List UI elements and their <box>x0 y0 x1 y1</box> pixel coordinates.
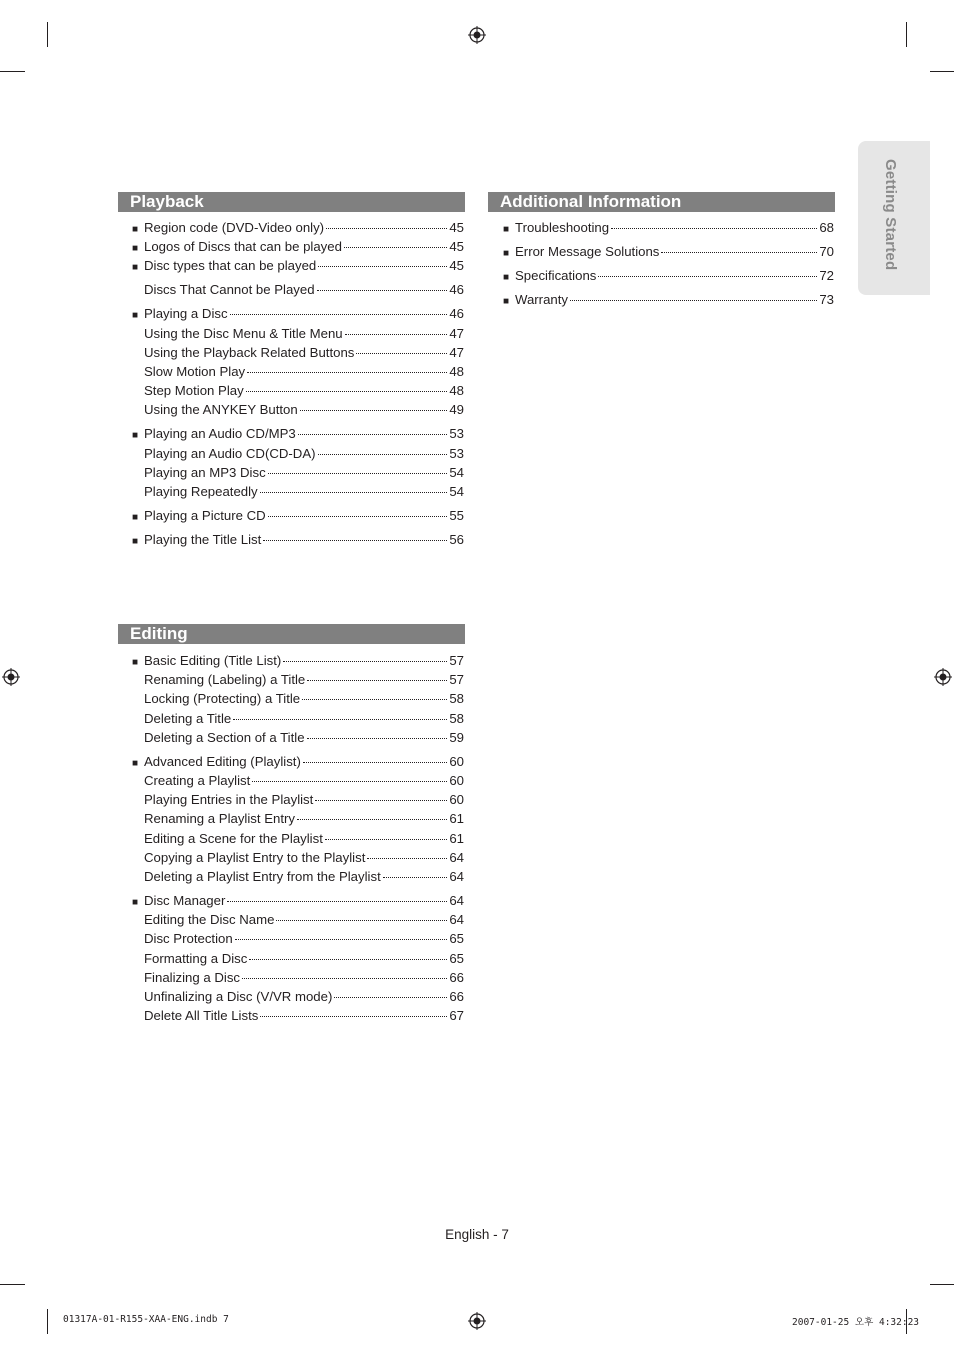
crop-mark <box>47 22 48 47</box>
toc-entry-page: 57 <box>449 672 464 688</box>
toc-entry-page: 45 <box>449 239 464 255</box>
toc-entry <box>132 281 464 299</box>
section-title: Editing <box>130 624 188 643</box>
dot-leader <box>325 839 447 840</box>
toc-entry-page: 58 <box>449 691 464 707</box>
toc-entry-title: Troubleshooting <box>515 220 610 235</box>
dot-leader <box>302 699 447 700</box>
bullet-icon: ■ <box>503 248 510 259</box>
dot-leader <box>317 290 448 291</box>
toc-entry-title: Error Message Solutions <box>515 244 660 259</box>
toc-entry-title: Advanced Editing (Playlist) <box>144 753 301 769</box>
toc-entry-title: Slow Motion Play <box>144 364 246 379</box>
bullet-icon: ■ <box>132 224 139 235</box>
dot-leader <box>344 247 447 248</box>
toc-entry-page: 53 <box>449 445 464 461</box>
toc-entry <box>132 507 464 525</box>
toc-entry <box>132 772 464 790</box>
registration-mark-icon <box>468 26 486 44</box>
toc-entry-page: 53 <box>449 426 464 442</box>
dot-leader <box>260 1016 447 1017</box>
toc-entry-title: Formatting a Disc <box>144 950 248 966</box>
toc-entry-title: Delete All Title Lists <box>144 1008 259 1024</box>
toc-entry-title: Step Motion Play <box>144 383 244 399</box>
dot-leader <box>611 228 817 229</box>
toc-entry-title: Disc Manager <box>144 893 226 908</box>
toc-entry-page: 55 <box>449 508 464 523</box>
bullet-icon: ■ <box>132 262 139 274</box>
dot-leader <box>252 781 447 782</box>
toc-entry <box>132 1007 464 1025</box>
toc-entry <box>132 710 464 728</box>
dot-leader <box>247 372 447 373</box>
dot-leader <box>300 410 448 411</box>
toc-entry-page: 68 <box>819 220 834 235</box>
toc-entry-page: 65 <box>449 950 464 966</box>
dot-leader <box>326 228 447 229</box>
toc-entry <box>132 753 464 771</box>
toc-entry-page: 58 <box>449 710 464 726</box>
toc-entry-page: 65 <box>449 931 464 947</box>
toc-entry-title: Copying a Playlist Entry to the Playlist <box>144 849 366 865</box>
toc-entry <box>132 690 464 708</box>
dot-leader <box>276 920 447 921</box>
bullet-icon: ■ <box>503 296 510 307</box>
toc-entry-page: 60 <box>449 753 464 769</box>
toc-entry-page: 66 <box>449 989 464 1004</box>
toc-entry <box>132 401 464 419</box>
toc-entry-page: 66 <box>449 969 464 985</box>
dot-leader <box>260 492 448 493</box>
toc-entry-page: 46 <box>449 306 464 322</box>
bullet-icon: ■ <box>132 757 139 769</box>
dot-leader <box>268 473 448 474</box>
toc-entry-title: Playing Entries in the Playlist <box>144 792 314 808</box>
toc-entry-page: 48 <box>449 383 464 399</box>
toc-entry-title: Playing a Disc <box>144 306 228 322</box>
toc-entry <box>132 988 464 1006</box>
section-title: Additional Information <box>500 192 682 211</box>
dot-leader <box>383 877 448 878</box>
dot-leader <box>283 661 447 662</box>
toc-entry-title: Discs That Cannot be Played <box>144 282 315 298</box>
toc-entry <box>503 267 834 285</box>
toc-entry <box>132 257 464 275</box>
toc-entry-page: 60 <box>449 773 464 788</box>
toc-entry <box>132 969 464 987</box>
bullet-icon: ■ <box>132 897 139 908</box>
toc-entry-title: Disc types that can be played <box>144 258 317 274</box>
crop-mark <box>0 71 25 72</box>
toc-entry-page: 72 <box>819 268 834 283</box>
toc-entry <box>132 344 464 362</box>
dot-leader <box>298 434 448 435</box>
toc-entry-page: 61 <box>449 811 464 827</box>
toc-entry <box>132 445 464 463</box>
dot-leader <box>230 314 448 315</box>
toc-entry-title: Renaming (Labeling) a Title <box>144 672 306 688</box>
toc-entry-title: Playing an MP3 Disc <box>144 464 266 480</box>
toc-entry-title: Playing a Picture CD <box>144 508 266 523</box>
toc-entry <box>132 671 464 689</box>
toc-entry-page: 64 <box>449 869 464 884</box>
page-number: English - 7 <box>445 1227 509 1242</box>
section-title: Playback <box>130 192 204 211</box>
toc-entry-title: Deleting a Title <box>144 710 232 726</box>
toc-entry-title: Playing an Audio CD(CD-DA) <box>144 445 316 461</box>
toc-entry-title: Creating a Playlist <box>144 773 251 788</box>
toc-entry-page: 54 <box>449 484 464 499</box>
toc-entry <box>132 305 464 323</box>
dot-leader <box>242 978 447 979</box>
toc-entry <box>132 729 464 747</box>
toc-entry <box>132 363 464 381</box>
toc-entry-title: Basic Editing (Title List) <box>144 653 282 668</box>
toc-entry <box>132 868 464 886</box>
toc-entry-page: 57 <box>449 653 464 668</box>
toc-entry <box>132 464 464 482</box>
toc-entry-page: 67 <box>449 1008 464 1024</box>
toc-entry-title: Finalizing a Disc <box>144 969 241 985</box>
dot-leader <box>307 680 447 681</box>
toc-entry-title: Editing the Disc Name <box>144 912 275 928</box>
dot-leader <box>598 276 817 277</box>
bullet-icon: ■ <box>132 657 139 668</box>
toc-entry <box>503 291 834 309</box>
dot-leader <box>570 300 817 301</box>
toc-entry-title: Using the Playback Related Buttons <box>144 344 355 360</box>
toc-entry <box>132 531 464 549</box>
toc-entry-page: 64 <box>449 893 464 908</box>
crop-mark <box>47 1309 48 1334</box>
toc-entry-title: Locking (Protecting) a Title <box>144 691 301 707</box>
toc-entry-page: 59 <box>449 729 464 745</box>
dot-leader <box>318 266 447 267</box>
toc-entry <box>132 791 464 809</box>
dot-leader <box>661 252 817 253</box>
bullet-icon: ■ <box>503 224 510 235</box>
toc-entry-page: 61 <box>449 830 464 846</box>
toc-entry-page: 45 <box>449 258 464 274</box>
toc-entry <box>132 830 464 848</box>
dot-leader <box>334 997 447 998</box>
crop-mark <box>906 22 907 47</box>
toc-entry-title: Region code (DVD-Video only) <box>144 220 325 235</box>
toc-entry <box>132 325 464 343</box>
toc-entry <box>132 930 464 948</box>
toc-entry <box>132 425 464 443</box>
toc-entry-page: 56 <box>449 532 464 547</box>
dot-leader <box>268 516 448 517</box>
toc-entry-page: 60 <box>449 792 464 808</box>
toc-entry <box>132 849 464 867</box>
toc-entry-page: 46 <box>449 282 464 298</box>
toc-entry-title: Renaming a Playlist Entry <box>144 811 295 827</box>
toc-entry-page: 70 <box>819 244 834 259</box>
toc-entry <box>132 483 464 501</box>
registration-mark-icon <box>934 668 952 686</box>
dot-leader <box>249 959 447 960</box>
toc-entry-page: 49 <box>449 402 464 418</box>
dot-leader <box>227 901 447 902</box>
registration-mark-icon <box>468 1312 486 1330</box>
bullet-icon: ■ <box>132 243 139 255</box>
dot-leader <box>367 858 447 859</box>
crop-mark <box>0 1284 25 1285</box>
toc-entry-title: Logos of Discs that can be played <box>144 239 342 255</box>
dot-leader <box>235 939 448 940</box>
toc-entry <box>132 950 464 968</box>
side-tab <box>858 141 930 295</box>
dot-leader <box>263 540 447 541</box>
file-slug: 01317A-01-R155-XAA-ENG.indb 7 <box>63 1314 229 1325</box>
toc-entry <box>503 219 834 237</box>
toc-entry-title: Deleting a Playlist Entry from the Playlist <box>144 869 381 884</box>
toc-entry-title: Unfinalizing a Disc (V/VR mode) <box>144 989 333 1004</box>
dot-leader <box>356 353 447 354</box>
toc-entry-title: Deleting a Section of a Title <box>144 729 305 745</box>
toc-entry <box>132 382 464 400</box>
toc-entry-page: 47 <box>449 344 464 360</box>
bullet-icon: ■ <box>132 310 139 322</box>
toc-entry <box>132 219 464 237</box>
toc-entry <box>132 810 464 828</box>
toc-entry-title: Disc Protection <box>144 931 233 947</box>
dot-leader <box>233 719 447 720</box>
toc-entry-title: Warranty <box>515 292 569 307</box>
registration-mark-icon <box>2 668 20 686</box>
toc-entry-page: 54 <box>449 464 464 480</box>
toc-entry-title: Editing a Scene for the Playlist <box>144 830 323 846</box>
dot-leader <box>315 800 447 801</box>
dot-leader <box>303 762 447 763</box>
toc-entry-page: 45 <box>449 220 464 235</box>
bullet-icon: ■ <box>132 430 139 442</box>
toc-entry-title: Using the Disc Menu & Title Menu <box>144 325 343 341</box>
toc-entry-page: 47 <box>449 325 464 341</box>
toc-entry <box>132 911 464 929</box>
toc-entry-title: Using the ANYKEY Button <box>144 402 298 418</box>
toc-entry-title: Playing Repeatedly <box>144 484 258 499</box>
toc-entry-page: 48 <box>449 364 464 379</box>
dot-leader <box>345 334 448 335</box>
date-slug: 2007-01-25 오후 4:32:23 <box>792 1317 920 1328</box>
bullet-icon: ■ <box>503 272 510 283</box>
side-tab-label: Getting Started <box>882 159 899 271</box>
toc-entry-title: Playing the Title List <box>144 532 262 547</box>
bullet-icon: ■ <box>132 512 139 523</box>
toc-entry-page: 64 <box>449 912 464 928</box>
dot-leader <box>318 454 448 455</box>
bullet-icon: ■ <box>132 536 139 547</box>
toc-entry-page: 64 <box>449 849 464 865</box>
crop-mark <box>930 1284 954 1285</box>
toc-entry <box>132 238 464 256</box>
toc-entry <box>132 652 464 670</box>
dot-leader <box>307 738 448 739</box>
section-header-editing <box>118 624 465 644</box>
dot-leader <box>297 819 447 820</box>
toc-entry <box>503 243 834 261</box>
crop-mark <box>930 71 954 72</box>
toc-entry <box>132 892 464 910</box>
toc-entry-title: Specifications <box>515 268 597 283</box>
toc-entry-title: Playing an Audio CD/MP3 <box>144 426 296 442</box>
section-header-additional <box>488 192 835 212</box>
section-header-playback <box>118 192 465 212</box>
toc-entry-page: 73 <box>819 292 834 307</box>
dot-leader <box>246 391 448 392</box>
